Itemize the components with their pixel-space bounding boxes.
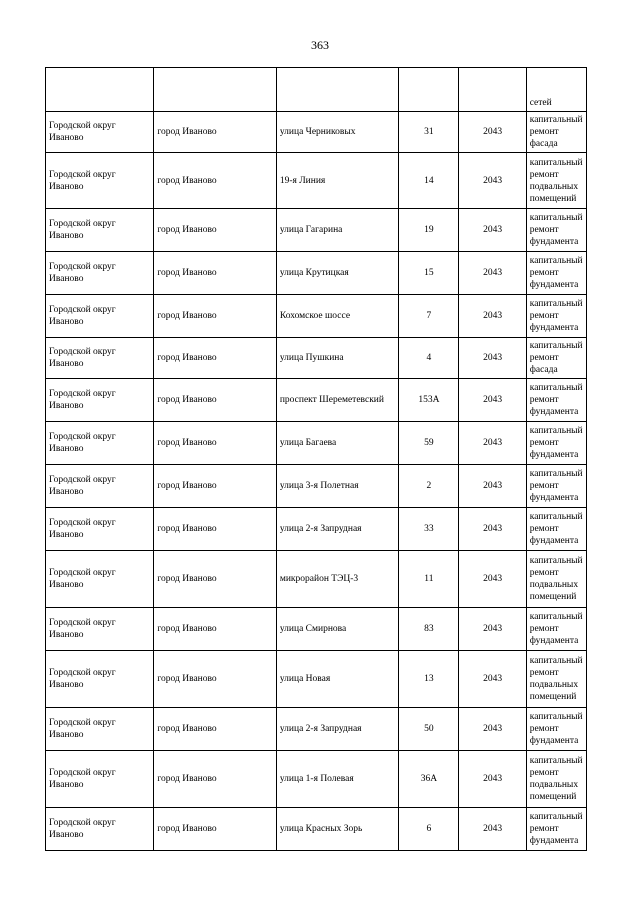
- registry-table-body: [46, 68, 587, 851]
- cell-house: 153А: [399, 379, 459, 422]
- cell-street: улица 2-я Запрудная: [276, 508, 398, 551]
- table-row: [46, 422, 587, 465]
- cell-street: улица 1-я Полевая: [276, 751, 398, 808]
- table-row: [46, 209, 587, 252]
- cell-house: 4: [399, 338, 459, 379]
- page-number: 363: [311, 38, 329, 52]
- cell-year: 2043: [459, 708, 526, 751]
- cell-work-type: капитальный ремонт фундамента: [526, 422, 586, 465]
- cell-year: 2043: [459, 651, 526, 708]
- cell-year: 2043: [459, 608, 526, 651]
- cell-house: 19: [399, 209, 459, 252]
- cell-work-type: капитальный ремонт подвальных помещений: [526, 153, 586, 209]
- cell-city: город Иваново: [154, 295, 276, 338]
- table-row: [46, 808, 587, 851]
- cell-okrug: Городской округ Иваново: [46, 295, 154, 338]
- cell-year: 2043: [459, 153, 526, 209]
- registry-table: [45, 67, 587, 851]
- cell-street: улица Смирнова: [276, 608, 398, 651]
- cell-city: город Иваново: [154, 153, 276, 209]
- cell-year: 2043: [459, 209, 526, 252]
- cell-city: город Иваново: [154, 651, 276, 708]
- table-row: [46, 751, 587, 808]
- cell-house: 6: [399, 808, 459, 851]
- cell-city: город Иваново: [154, 338, 276, 379]
- cell-street: улица Новая: [276, 651, 398, 708]
- cell-okrug: Городской округ Иваново: [46, 338, 154, 379]
- cell-street: улица 2-я Запрудная: [276, 708, 398, 751]
- table-row: [46, 508, 587, 551]
- cell-okrug: Городской округ Иваново: [46, 608, 154, 651]
- cell-year: 2043: [459, 112, 526, 153]
- cell-year: 2043: [459, 252, 526, 295]
- cell-house: 50: [399, 708, 459, 751]
- cell-okrug: Городской округ Иваново: [46, 153, 154, 209]
- cell-okrug: Городской округ Иваново: [46, 751, 154, 808]
- cell-street: улица Красных Зорь: [276, 808, 398, 851]
- cell-okrug: Городской округ Иваново: [46, 209, 154, 252]
- cell-okrug: Городской округ Иваново: [46, 112, 154, 153]
- cell-year: 2043: [459, 379, 526, 422]
- cell-okrug: Городской округ Иваново: [46, 551, 154, 608]
- cell-work-type: сетей: [526, 68, 586, 112]
- cell-okrug: Городской округ Иваново: [46, 508, 154, 551]
- cell-okrug: Городской округ Иваново: [46, 422, 154, 465]
- cell-work-type: капитальный ремонт фасада: [526, 338, 586, 379]
- table-row: [46, 112, 587, 153]
- cell-okrug: Городской округ Иваново: [46, 465, 154, 508]
- table-row: [46, 295, 587, 338]
- cell-street: 19-я Линия: [276, 153, 398, 209]
- cell-work-type: капитальный ремонт фундамента: [526, 295, 586, 338]
- cell-house: 14: [399, 153, 459, 209]
- table-row: [46, 608, 587, 651]
- cell-work-type: капитальный ремонт фундамента: [526, 465, 586, 508]
- cell-okrug: Городской округ Иваново: [46, 708, 154, 751]
- cell-year: 2043: [459, 422, 526, 465]
- cell-city: город Иваново: [154, 551, 276, 608]
- table-row: [46, 651, 587, 708]
- table-row: [46, 465, 587, 508]
- cell-okrug: Городской округ Иваново: [46, 252, 154, 295]
- cell-street: улица 3-я Полетная: [276, 465, 398, 508]
- cell-city: [154, 68, 276, 112]
- cell-city: город Иваново: [154, 252, 276, 295]
- table-row: [46, 338, 587, 379]
- cell-year: 2043: [459, 295, 526, 338]
- cell-work-type: капитальный ремонт фасада: [526, 112, 586, 153]
- cell-year: 2043: [459, 338, 526, 379]
- cell-street: улица Гагарина: [276, 209, 398, 252]
- cell-year: 2043: [459, 808, 526, 851]
- table-row: [46, 379, 587, 422]
- cell-house: 2: [399, 465, 459, 508]
- cell-okrug: Городской округ Иваново: [46, 808, 154, 851]
- cell-house: 13: [399, 651, 459, 708]
- cell-house: 11: [399, 551, 459, 608]
- cell-year: [459, 68, 526, 112]
- cell-street: улица Пушкина: [276, 338, 398, 379]
- cell-city: город Иваново: [154, 708, 276, 751]
- table-row: [46, 551, 587, 608]
- cell-okrug: [46, 68, 154, 112]
- cell-year: 2043: [459, 508, 526, 551]
- cell-work-type: капитальный ремонт подвальных помещений: [526, 751, 586, 808]
- cell-okrug: Городской округ Иваново: [46, 651, 154, 708]
- cell-house: 36А: [399, 751, 459, 808]
- cell-work-type: капитальный ремонт фундамента: [526, 252, 586, 295]
- cell-house: 15: [399, 252, 459, 295]
- cell-city: город Иваново: [154, 808, 276, 851]
- cell-city: город Иваново: [154, 608, 276, 651]
- cell-house: 31: [399, 112, 459, 153]
- cell-house: 59: [399, 422, 459, 465]
- cell-city: город Иваново: [154, 465, 276, 508]
- table-row: [46, 153, 587, 209]
- cell-street: улица Багаева: [276, 422, 398, 465]
- cell-work-type: капитальный ремонт подвальных помещений: [526, 551, 586, 608]
- cell-city: город Иваново: [154, 751, 276, 808]
- cell-city: город Иваново: [154, 508, 276, 551]
- cell-work-type: капитальный ремонт фундамента: [526, 708, 586, 751]
- cell-city: город Иваново: [154, 422, 276, 465]
- cell-city: город Иваново: [154, 379, 276, 422]
- table-row: [46, 708, 587, 751]
- cell-street: микрорайон ТЭЦ-3: [276, 551, 398, 608]
- cell-year: 2043: [459, 551, 526, 608]
- cell-street: улица Крутицкая: [276, 252, 398, 295]
- cell-house: 83: [399, 608, 459, 651]
- cell-street: проспект Шереметевский: [276, 379, 398, 422]
- cell-year: 2043: [459, 751, 526, 808]
- cell-street: улица Черниковых: [276, 112, 398, 153]
- table-row-continued: [46, 68, 587, 112]
- cell-work-type: капитальный ремонт фундамента: [526, 608, 586, 651]
- cell-work-type: капитальный ремонт фундамента: [526, 379, 586, 422]
- cell-city: город Иваново: [154, 112, 276, 153]
- cell-work-type: капитальный ремонт фундамента: [526, 808, 586, 851]
- cell-street: [276, 68, 398, 112]
- cell-street: Кохомское шоссе: [276, 295, 398, 338]
- cell-city: город Иваново: [154, 209, 276, 252]
- table-row: [46, 252, 587, 295]
- cell-house: 7: [399, 295, 459, 338]
- cell-year: 2043: [459, 465, 526, 508]
- cell-house: [399, 68, 459, 112]
- cell-house: 33: [399, 508, 459, 551]
- cell-work-type: капитальный ремонт фундамента: [526, 508, 586, 551]
- cell-work-type: капитальный ремонт фундамента: [526, 209, 586, 252]
- cell-work-type: капитальный ремонт подвальных помещений: [526, 651, 586, 708]
- cell-okrug: Городской округ Иваново: [46, 379, 154, 422]
